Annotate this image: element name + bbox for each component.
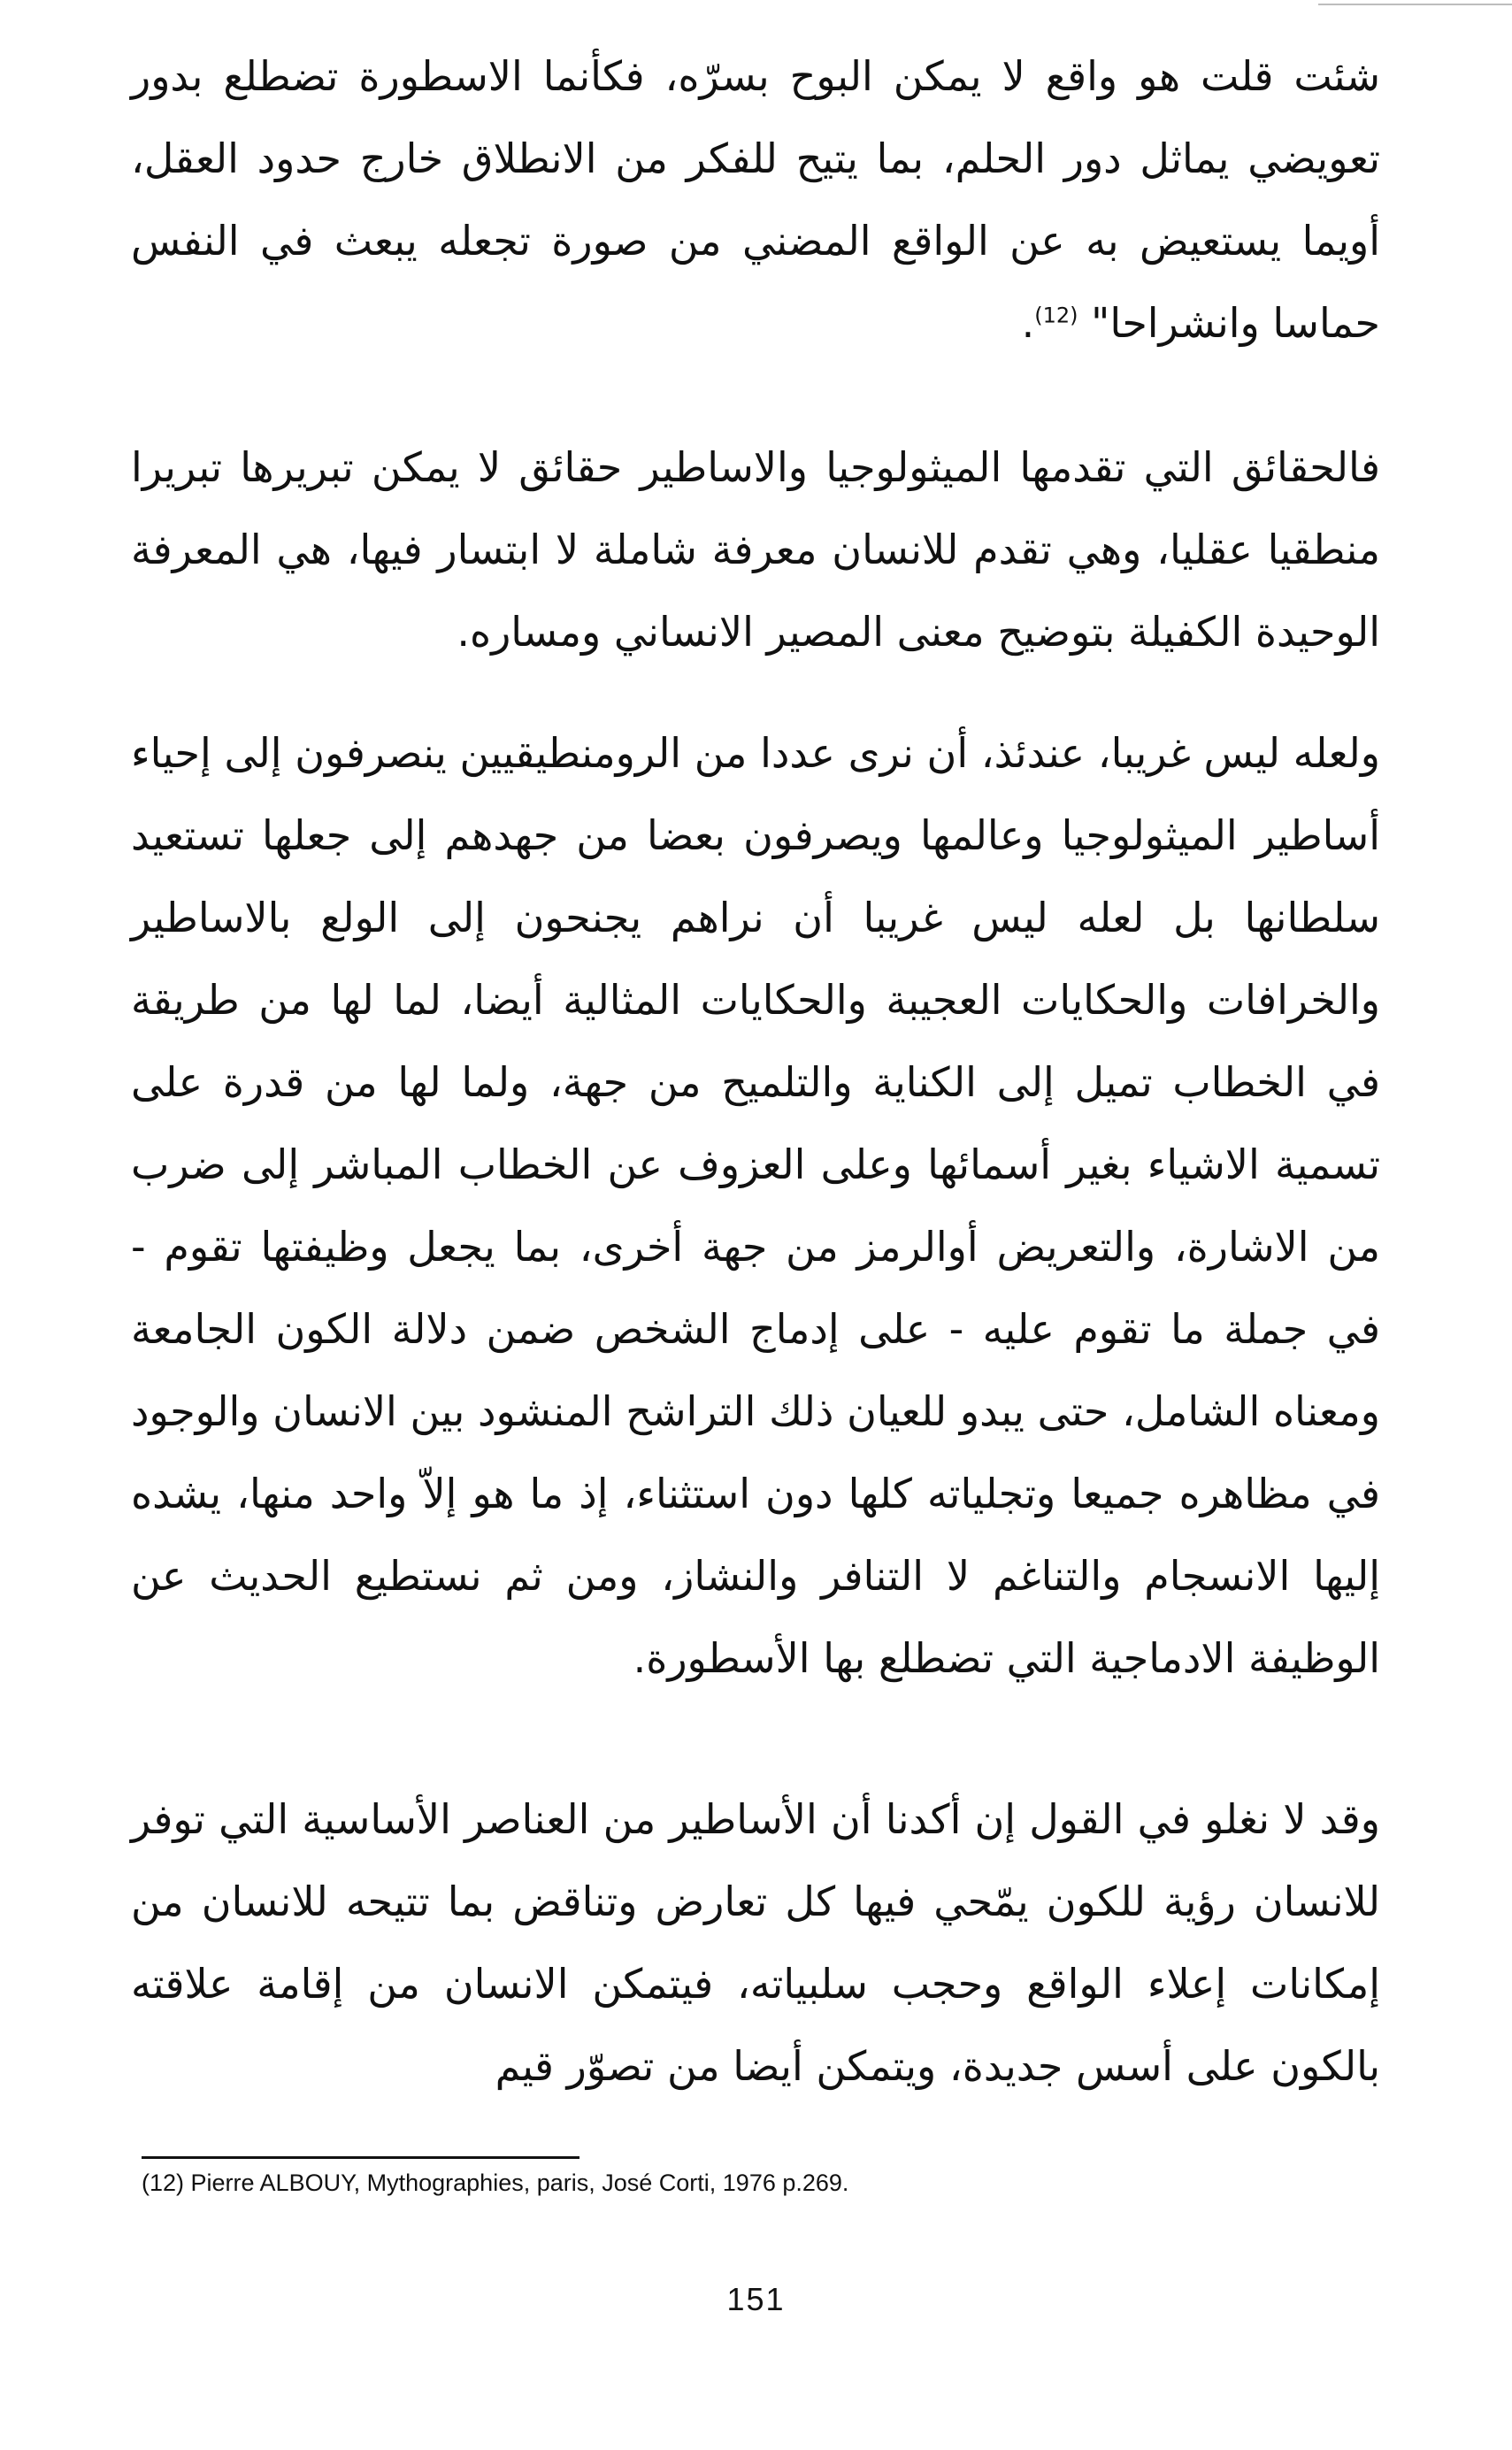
paragraph-3: ولعله ليس غريبا، عندئذ، أن نرى عددا من الرومنطيقيين ينصرفون إلى إحياء أساطير الميثولوجيا وعالمها ويصرفون بعضا من جهدهم إلى جعلها تستعيد سلطانها بل لعله ليس غريبا أن نراهم يجنحون إلى الولع بالاساطير والخرافات والحكايات العجيبة والحكايات المثالية أيضا، لما لها من طريقة في الخطاب تميل إلى الكناية والتلميح من جهة، ولما لها من قدرة على تسمية الاشياء بغير أسمائها وعلى العزوف عن الخطاب المباشر إلى ضرب من الاشارة، والتعريض أوالرمز من جهة أخرى، بما يجعل وظيفتها تقوم - في جملة ما تقوم عليه - على إدماج الشخص ضمن دلالة الكون الجامعة ومعناه الشامل، حتى يبدو للعيان ذلك التراشح المنشود بين الانسان والوجود في مظاهره جميعا وتجلياته كلها دون استثناء، إذ ما هو إلاّ واحد منها، يشده إليها الانسجام والتناغم لا التنافر والنشاز، ومن ثم نستطيع الحديث عن الوظيفة الادماجية التي تضطلع بها الأسطورة. xyxy=(131,729,1380,1682)
top-edge-rule xyxy=(1318,4,1512,5)
footnote-text: (12) Pierre ALBOUY, Mythographies, paris, José Corti, 1976 p.269. xyxy=(142,2170,849,2196)
paragraph-2: فالحقائق التي تقدمها الميثولوجيا والاساطير حقائق لا يمكن تبريرها تبريرا منطقيا عقليا، وهي تقدم للانسان معرفة شاملة لا ابتسار فيها، هي المعرفة الوحيدة الكفيلة بتوضيح معنى المصير الانساني ومساره. xyxy=(131,443,1380,656)
paragraph-1-text: شئت قلت هو واقع لا يمكن البوح بسرّه، فكأنما الاسطورة تضطلع بدور تعويضي يماثل دور الحلم، بما يتيح للفكر من الانطلاق خارج حدود العقل، أويما يستعيض به عن الواقع المضني من صورة تجعله يبعث في النفس حماسا وانشراحا" xyxy=(131,52,1380,347)
footnote-separator xyxy=(142,2156,579,2159)
paragraph-4: وقد لا نغلو في القول إن أكدنا أن الأساطير من العناصر الأساسية التي توفر للانسان رؤية للكون يمّحي فيها كل تعارض وتناقض بما تتيحه للانسان من إمكانات إعلاء الواقع وحجب سلبياته، فيتمكن الانسان من إقامة علاقته بالكون على أسس جديدة، ويتمكن أيضا من تصوّر قيم xyxy=(131,1795,1380,2090)
footnote-reference: (12) xyxy=(1034,303,1078,328)
paragraph-1-end: . xyxy=(1021,299,1035,347)
paragraph-1 xyxy=(131,35,1380,365)
page-number: 151 xyxy=(726,2281,786,2317)
